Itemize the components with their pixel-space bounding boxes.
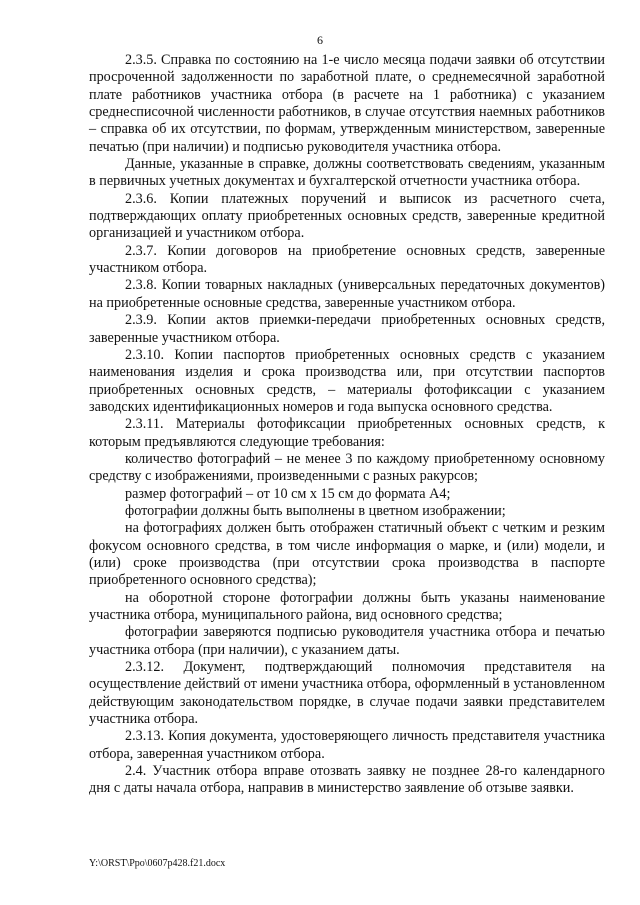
document-body xyxy=(89,52,605,798)
paragraph-2-3-7: 2.3.7. Копии договоров на приобретение основных средств, заверенные участником отбора. xyxy=(89,242,605,277)
paragraph-2-3-9: 2.3.9. Копии актов приемки-передачи приобретенных основных средств, заверенные участником отбора. xyxy=(89,312,605,346)
requirement-photo-certification: фотографии заверяются подписью руководителя участника отбора и печатью участника отбора (при наличии), с указанием даты. xyxy=(89,624,605,658)
requirement-photo-focus: на фотографиях должен быть отображен статичный объект с четким и резким фокусом основного средства, в том числе информация о марке, и (или) модели, и (или) сроке производства (при отсутствии срока производства в паспорте приобретенного основного средства); xyxy=(89,520,605,589)
paragraph-2-3-13: 2.3.13. Копия документа, удостоверяющего личность представителя участника отбора, заверенная участником отбора. xyxy=(89,728,605,762)
paragraph-2-3-12: 2.3.12. Документ, подтверждающий полномочия представителя на осуществление действий от имени участника отбора, оформленный в установленном действующим законодательством порядке, в случае подачи заявки представителем участника отбора. xyxy=(89,659,605,728)
paragraph-2-3-8: 2.3.8. Копии товарных накладных (универсальных передаточных документов) на приобретенные основные средства, заверенные участником отбора. xyxy=(89,277,605,311)
requirement-photo-size: размер фотографий – от 10 см х 15 см до формата А4; xyxy=(125,485,451,502)
page-number: 6 xyxy=(317,33,323,47)
paragraph-2-3-5: 2.3.5. Справка по состоянию на 1-е число месяца подачи заявки об отсутствии просроченной задолженности по заработной плате, о среднемесячной заработной плате работников участника отбора (в расчете на 1 работника) с указанием среднесписочной численности работников, в случае отсутствия наемных работников – справка об их отсутствии, по формам, утвержденным министерством, заверенные печатью (при наличии) и подписью руководителя участника отбора. xyxy=(89,52,605,155)
footer-file-path: Y:\ORST\Ppo\0607p428.f21.docx xyxy=(89,858,226,869)
paragraph-2-3-6: 2.3.6. Копии платежных поручений и выписок из расчетного счета, подтверждающих оплату приобретенных основных средств, заверенные кредитной организацией и участником отбора. xyxy=(89,190,605,242)
requirement-photo-reverse: на оборотной стороне фотографии должны быть указаны наименование участника отбора, муниципального района, вид основного средства; xyxy=(89,589,605,623)
paragraph-reference-data: Данные, указанные в справке, должны соответствовать сведениям, указанным в первичных учетных документах и бухгалтерской отчетности участника отбора. xyxy=(89,156,605,190)
requirement-photo-count: количество фотографий – не менее 3 по каждому приобретенному основному средству с изображениями, произведенными с разных ракурсов; xyxy=(89,450,605,485)
requirement-photo-color: фотографии должны быть выполнены в цветном изображении; xyxy=(125,502,506,519)
paragraph-2-3-11: 2.3.11. Материалы фотофиксации приобретенных основных средств, к которым предъявляются следующие требования: xyxy=(89,416,605,450)
paragraph-2-4: 2.4. Участник отбора вправе отозвать заявку не позднее 28-го календарного дня с даты начала отбора, направив в министерство заявление об отзыве заявки. xyxy=(89,763,605,797)
paragraph-2-3-10: 2.3.10. Копии паспортов приобретенных основных средств с указанием наименования изделия и срока производства или, при отсутствии паспортов приобретенных основных средств, – материалы фотофиксации с указанием заводских идентификационных номеров и года выпуска основного средства. xyxy=(89,346,605,415)
